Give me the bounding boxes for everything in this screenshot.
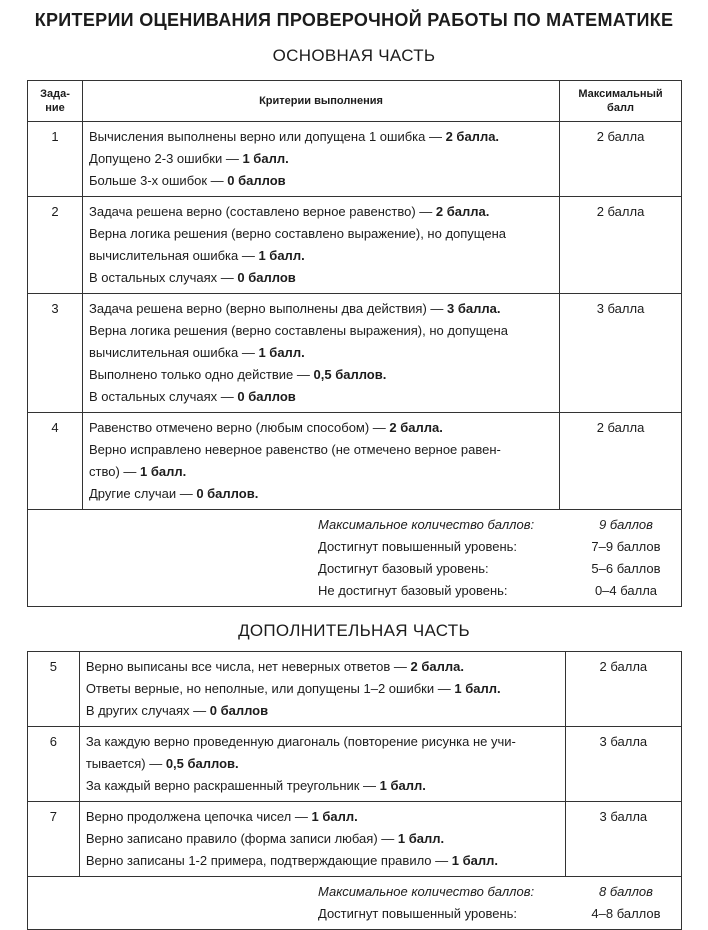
task-number: 3	[28, 294, 83, 413]
criteria-text: вычислительная ошибка —	[89, 248, 259, 263]
criteria-text: Верна логика решения (верно составлено выражение), но допущена	[89, 226, 506, 241]
score-emphasis: 2 балла.	[435, 204, 490, 219]
task-number: 4	[28, 413, 83, 510]
max-score: 2 балла	[560, 122, 682, 197]
summary-value: 9 баллов	[599, 517, 653, 532]
task-number: 6	[28, 727, 80, 802]
summary-label: Достигнут повышенный уровень:	[318, 539, 518, 554]
criteria-text: Допущено 2-3 ошибки —	[89, 151, 243, 166]
task-row	[28, 294, 682, 413]
score-emphasis: 1 балл.	[258, 345, 305, 360]
summary-row	[28, 877, 682, 930]
criteria-text: В других случаях —	[85, 703, 210, 718]
score-emphasis: 3 балла.	[447, 301, 501, 316]
criteria-text: Равенство отмечено верно (любым способом) —	[89, 420, 390, 435]
summary-cell	[28, 510, 682, 607]
criteria-cell	[83, 294, 560, 413]
criteria-line	[89, 201, 553, 223]
criteria-text: Другие случаи —	[89, 486, 197, 501]
score-emphasis: 1 балл.	[258, 248, 305, 263]
task-row	[28, 802, 682, 877]
criteria-line	[86, 806, 559, 828]
criteria-text: Больше 3-х ошибок —	[89, 173, 228, 188]
criteria-line	[89, 439, 553, 461]
criteria-text: За каждую верно проведенную диагональ (повторение рисунка не учи-	[85, 734, 516, 749]
criteria-text: Верно записаны 1-2 примера, подтверждающие правило —	[85, 853, 452, 868]
score-emphasis: 1 балл.	[311, 809, 358, 824]
score-emphasis: 1 балл.	[379, 778, 426, 793]
extra-criteria-table	[27, 651, 682, 930]
criteria-text: ство) —	[89, 464, 140, 479]
summary-value: 0–4 балла	[594, 583, 658, 598]
summary-value: 5–6 баллов	[591, 561, 661, 576]
max-score: 3 балла	[560, 294, 682, 413]
criteria-line	[89, 483, 553, 505]
criteria-text: Выполнено только одно действие —	[89, 367, 314, 382]
criteria-text: Задача решена верно (составлено верное равенство) —	[89, 204, 436, 219]
max-score: 3 балла	[565, 727, 681, 802]
task-row	[28, 413, 682, 510]
task-header-line: ние	[45, 102, 65, 114]
summary-label: Достигнут базовый уровень:	[318, 561, 489, 576]
summary-label: Максимальное количество баллов:	[318, 884, 535, 899]
score-emphasis: 0 баллов	[209, 703, 269, 718]
max-score: 2 балла	[560, 413, 682, 510]
task-number: 5	[28, 652, 80, 727]
task-row	[28, 122, 682, 197]
criteria-text: Верна логика решения (верно составлены выражения), но допущена	[89, 323, 508, 338]
summary-cell	[28, 877, 682, 930]
max-header-line: балл	[607, 102, 634, 114]
criteria-line	[89, 170, 553, 192]
main-criteria-table	[27, 80, 682, 607]
score-emphasis: 0 баллов	[237, 270, 296, 285]
page-title: КРИТЕРИИ ОЦЕНИВАНИЯ ПРОВЕРОЧНОЙ РАБОТЫ ПО МАТЕМАТИКЕ	[34, 10, 674, 30]
score-emphasis: 2 балла.	[389, 420, 443, 435]
criteria-line	[89, 320, 553, 342]
criteria-line	[86, 775, 559, 797]
score-emphasis: 0 баллов.	[196, 486, 259, 501]
criteria-text: Верно записано правило (форма записи любая) —	[85, 831, 398, 846]
criteria-text: Задача решена верно (верно выполнены два действия) —	[89, 301, 448, 316]
summary-label: Достигнут повышенный уровень:	[318, 906, 518, 921]
main-section-title: ОСНОВНАЯ ЧАСТЬ	[272, 46, 436, 65]
criteria-text: В остальных случаях —	[89, 389, 238, 404]
summary-row	[28, 510, 682, 607]
score-emphasis: 0 баллов	[227, 173, 286, 188]
table-header-row	[28, 81, 682, 122]
score-emphasis: 0,5 баллов.	[165, 756, 239, 771]
task-row	[28, 727, 682, 802]
score-emphasis: 1 балл.	[140, 464, 187, 479]
summary-label: Не достигнут базовый уровень:	[318, 583, 508, 598]
score-emphasis: 0 баллов	[237, 389, 296, 404]
criteria-cell	[79, 727, 565, 802]
criteria-line	[89, 417, 553, 439]
task-header-line: Зада-	[40, 88, 70, 100]
extra-section-title: ДОПОЛНИТЕЛЬНАЯ ЧАСТЬ	[238, 621, 470, 640]
task-row	[28, 197, 682, 294]
criteria-text: Ответы верные, но неполные, или допущены 1–2 ошибки —	[85, 681, 455, 696]
criteria-line	[86, 700, 559, 722]
score-emphasis: 1 балл.	[454, 681, 501, 696]
criteria-line	[89, 461, 553, 483]
criteria-line	[86, 828, 559, 850]
criteria-line	[86, 850, 559, 872]
criteria-text: За каждый верно раскрашенный треугольник —	[85, 778, 380, 793]
criteria-cell	[79, 652, 565, 727]
criteria-line	[86, 656, 559, 678]
criteria-line	[89, 223, 553, 245]
criteria-cell	[83, 197, 560, 294]
criteria-text: вычислительная ошибка —	[89, 345, 259, 360]
criteria-line	[89, 148, 553, 170]
criteria-text: Верно выписаны все числа, нет неверных ответов —	[85, 659, 411, 674]
summary-value: 8 баллов	[599, 884, 653, 899]
summary-value: 4–8 баллов	[591, 906, 661, 921]
max-score: 2 балла	[565, 652, 681, 727]
criteria-text: Вычисления выполнены верно или допущена 1 ошибка —	[89, 129, 446, 144]
task-number: 1	[28, 122, 83, 197]
max-header-line: Максимальный	[578, 88, 663, 100]
criteria-line	[89, 386, 553, 408]
criteria-line	[86, 678, 559, 700]
score-emphasis: 2 балла.	[410, 659, 464, 674]
task-number: 7	[28, 802, 80, 877]
task-number: 2	[28, 197, 83, 294]
max-score: 2 балла	[560, 197, 682, 294]
criteria-cell	[83, 413, 560, 510]
score-emphasis: 1 балл.	[451, 853, 498, 868]
criteria-line	[89, 342, 553, 364]
criteria-line	[89, 298, 553, 320]
criteria-cell	[83, 122, 560, 197]
summary-value: 7–9 баллов	[591, 539, 661, 554]
summary-label: Максимальное количество баллов:	[318, 517, 535, 532]
criteria-line	[89, 267, 553, 289]
criteria-line	[86, 753, 559, 775]
task-column-header	[28, 81, 83, 122]
score-emphasis: 1 балл.	[242, 151, 289, 166]
criteria-line	[89, 245, 553, 267]
max-score: 3 балла	[565, 802, 681, 877]
criteria-line	[89, 126, 553, 148]
criteria-text: В остальных случаях —	[89, 270, 238, 285]
criteria-text: Верно продолжена цепочка чисел —	[85, 809, 312, 824]
criteria-column-header: Критерии выполнения	[83, 81, 560, 122]
criteria-line	[86, 731, 559, 753]
score-emphasis: 0,5 баллов.	[313, 367, 387, 382]
score-emphasis: 2 балла.	[445, 129, 500, 144]
max-score-column-header	[560, 81, 682, 122]
task-row	[28, 652, 682, 727]
criteria-cell	[79, 802, 565, 877]
criteria-line	[89, 364, 553, 386]
criteria-text: Верно исправлено неверное равенство (не отмечено верное равен-	[89, 442, 501, 457]
criteria-text: тывается) —	[85, 756, 166, 771]
score-emphasis: 1 балл.	[397, 831, 445, 846]
